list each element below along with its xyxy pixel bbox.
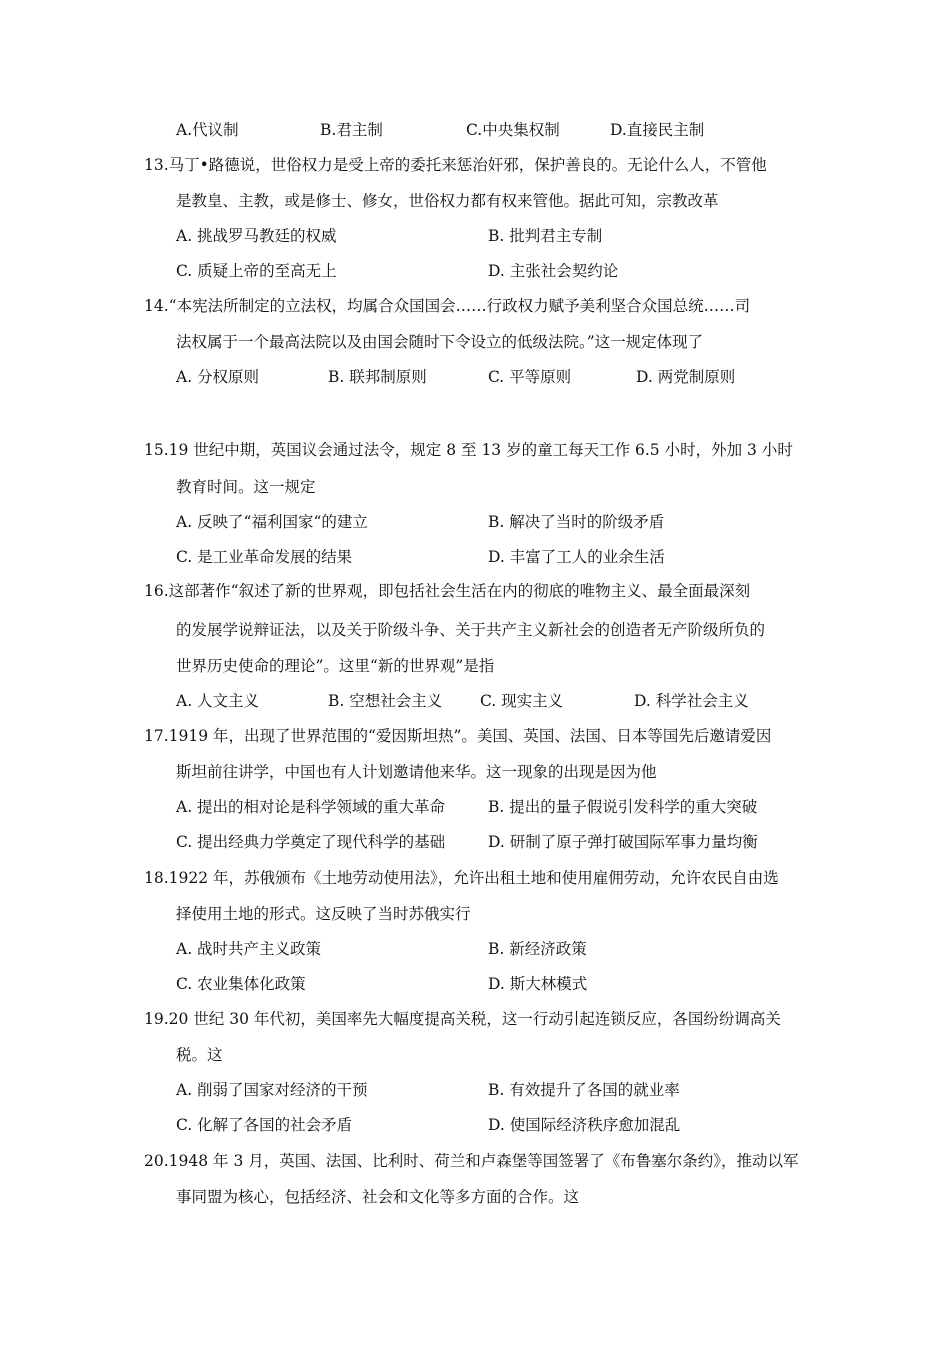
question-19-stem-line-1: 19.20 世纪 30 年代初，美国率先大幅度提高关税，这一行动引起连锁反应，各国纷纷调高关 xyxy=(144,1010,781,1028)
q14-option-b: B. 联邦制原则 xyxy=(328,368,427,386)
q12-option-c: C.中央集权制 xyxy=(466,121,560,139)
q18-option-a: A. 战时共产主义政策 xyxy=(176,940,322,958)
question-16-stem-line-2: 的发展学说辩证法，以及关于阶级斗争、关于共产主义新社会的创造者无产阶级所负的 xyxy=(176,621,766,639)
question-15-stem-line-1: 15.19 世纪中期，英国议会通过法令，规定 8 至 13 岁的童工每天工作 6.5 小时，外加 3 小时 xyxy=(144,441,793,459)
q17-option-a: A. 提出的相对论是科学领域的重大革命 xyxy=(176,798,446,816)
q12-option-a: A.代议制 xyxy=(176,121,239,139)
q14-option-c: C. 平等原则 xyxy=(488,368,572,386)
q15-option-a: A. 反映了“福利国家“的建立 xyxy=(176,513,368,531)
question-16-stem-line-1: 16.这部著作“叙述了新的世界观，即包括社会生活在内的彻底的唯物主义、最全面最深刻 xyxy=(144,582,751,600)
q16-option-b: B. 空想社会主义 xyxy=(328,692,443,710)
question-15-stem-line-2: 教育时间。这一规定 xyxy=(176,478,316,496)
q15-option-d: D. 丰富了工人的业余生活 xyxy=(488,548,665,566)
q18-option-c: C. 农业集体化政策 xyxy=(176,975,306,993)
question-20-stem-line-2: 事同盟为核心，包括经济、社会和文化等多方面的合作。这 xyxy=(176,1188,580,1206)
q19-option-a: A. 削弱了国家对经济的干预 xyxy=(176,1081,368,1099)
q16-option-d: D. 科学社会主义 xyxy=(634,692,749,710)
q19-option-b: B. 有效提升了各国的就业率 xyxy=(488,1081,680,1099)
q18-option-b: B. 新经济政策 xyxy=(488,940,587,958)
q13-option-b: B. 批判君主专制 xyxy=(488,227,603,245)
question-13-stem-line-1: 13.马丁•路德说，世俗权力是受上帝的委托来惩治奸邪，保护善良的。无论什么人，不管他 xyxy=(144,156,767,174)
q19-option-c: C. 化解了各国的社会矛盾 xyxy=(176,1116,353,1134)
question-17-stem-line-2: 斯坦前往讲学，中国也有人计划邀请他来华。这一现象的出现是因为他 xyxy=(176,763,657,781)
question-18-stem-line-1: 18.1922 年，苏俄颁布《土地劳动使用法》，允许出租土地和使用雇佣劳动，允许农民自由选 xyxy=(144,869,779,887)
q13-option-a: A. 挑战罗马教廷的权威 xyxy=(176,227,337,245)
q13-option-c: C. 质疑上帝的至高无上 xyxy=(176,262,337,280)
q17-option-d: D. 研制了原子弹打破国际军事力量均衡 xyxy=(488,833,758,851)
q13-option-d: D. 主张社会契约论 xyxy=(488,262,619,280)
question-20-stem-line-1: 20.1948 年 3 月，英国、法国、比利时、荷兰和卢森堡等国签署了《布鲁塞尔条约》，推动以军 xyxy=(144,1152,799,1170)
q12-option-b: B.君主制 xyxy=(320,121,383,139)
q19-option-d: D. 使国际经济秩序愈加混乱 xyxy=(488,1116,681,1134)
q16-option-c: C. 现实主义 xyxy=(480,692,564,710)
q15-option-b: B. 解决了当时的阶级矛盾 xyxy=(488,513,665,531)
q14-option-d: D. 两党制原则 xyxy=(636,368,736,386)
question-13-stem-line-2: 是教皇、主教，或是修士、修女，世俗权力都有权来管他。据此可知，宗教改革 xyxy=(176,192,719,210)
question-14-stem-line-2: 法权属于一个最高法院以及由国会随时下令设立的低级法院。”这一规定体现了 xyxy=(176,333,704,351)
question-17-stem-line-1: 17.1919 年，出现了世界范围的“爱因斯坦热”。美国、英国、法国、日本等国先后邀请爱因 xyxy=(144,727,772,745)
question-18-stem-line-2: 择使用土地的形式。这反映了当时苏俄实行 xyxy=(176,905,471,923)
q18-option-d: D. 斯大林模式 xyxy=(488,975,588,993)
q16-option-a: A. 人文主义 xyxy=(176,692,260,710)
q15-option-c: C. 是工业革命发展的结果 xyxy=(176,548,353,566)
q17-option-c: C. 提出经典力学奠定了现代科学的基础 xyxy=(176,833,446,851)
q14-option-a: A. 分权原则 xyxy=(176,368,260,386)
question-16-stem-line-3: 世界历史使命的理论”。这里“新的世界观”是指 xyxy=(176,657,495,675)
q12-option-d: D.直接民主制 xyxy=(610,121,705,139)
question-14-stem-line-1: 14.“本宪法所制定的立法权，均属合众国国会……行政权力赋予美利坚合众国总统……司 xyxy=(144,297,751,315)
question-19-stem-line-2: 税。这 xyxy=(176,1046,223,1064)
q17-option-b: B. 提出的量子假说引发科学的重大突破 xyxy=(488,798,758,816)
